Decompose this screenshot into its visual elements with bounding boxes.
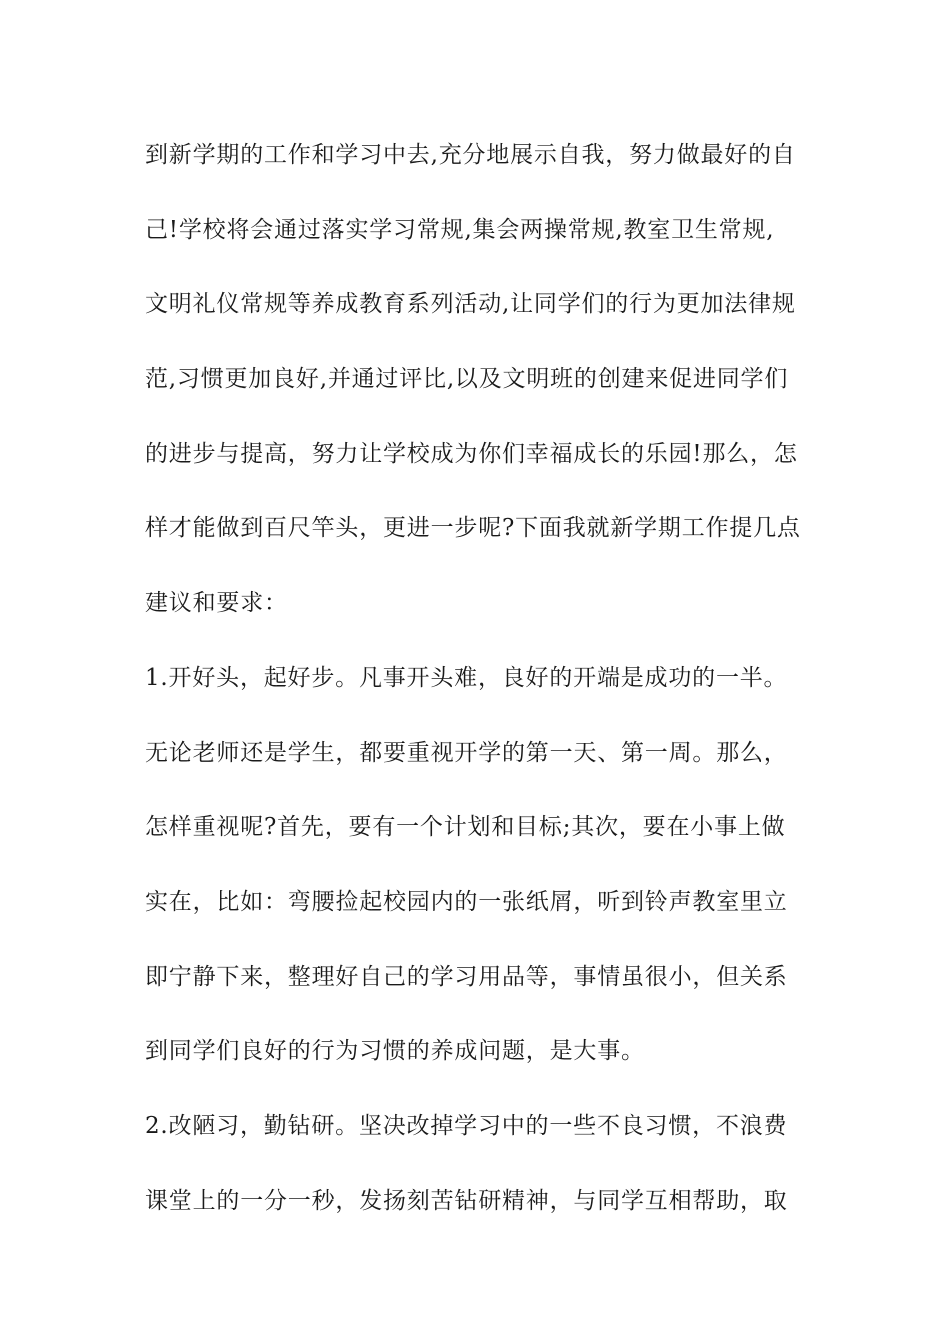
- text-line: 1.开好头，起好步。凡事开头难，良好的开端是成功的一半。: [145, 664, 788, 691]
- text-line: 的进步与提高，努力让学校成为你们幸福成长的乐园!那么，怎: [145, 440, 798, 467]
- body-text: [145, 131, 825, 1251]
- text-line: 到新学期的工作和学习中去,充分地展示自我，努力做最好的自: [145, 142, 796, 168]
- text-line: 课堂上的一分一秒，发扬刻苦钻研精神，与同学互相帮助，取: [145, 1187, 788, 1214]
- text-line: 范,习惯更加良好,并通过评比,以及文明班的创建来促进同学们: [145, 366, 789, 393]
- text-line: 2.改陋习，勤钻研。坚决改掉学习中的一些不良习惯，不浪费: [145, 1112, 788, 1139]
- text-line: 即宁静下来，整理好自己的学习用品等，事情虽很小，但关系: [145, 963, 788, 990]
- text-line: 无论老师还是学生，都要重视开学的第一天、第一周。那么，: [145, 739, 788, 766]
- text-line: 实在，比如：弯腰捡起校园内的一张纸屑，听到铃声教室里立: [145, 888, 788, 915]
- text-line: 到同学们良好的行为习惯的养成问题，是大事。: [145, 1038, 645, 1065]
- text-line: 己!学校将会通过落实学习常规,集会两操常规,教室卫生常规,: [145, 216, 775, 243]
- text-line: 样才能做到百尺竿头，更进一步呢?下面我就新学期工作提几点: [145, 515, 801, 542]
- text-line: 建议和要求：: [145, 590, 288, 617]
- text-line: 怎样重视呢?首先，要有一个计划和目标;其次，要在小事上做: [145, 814, 786, 841]
- text-line: 文明礼仪常规等养成教育系列活动,让同学们的行为更加法律规: [145, 291, 796, 318]
